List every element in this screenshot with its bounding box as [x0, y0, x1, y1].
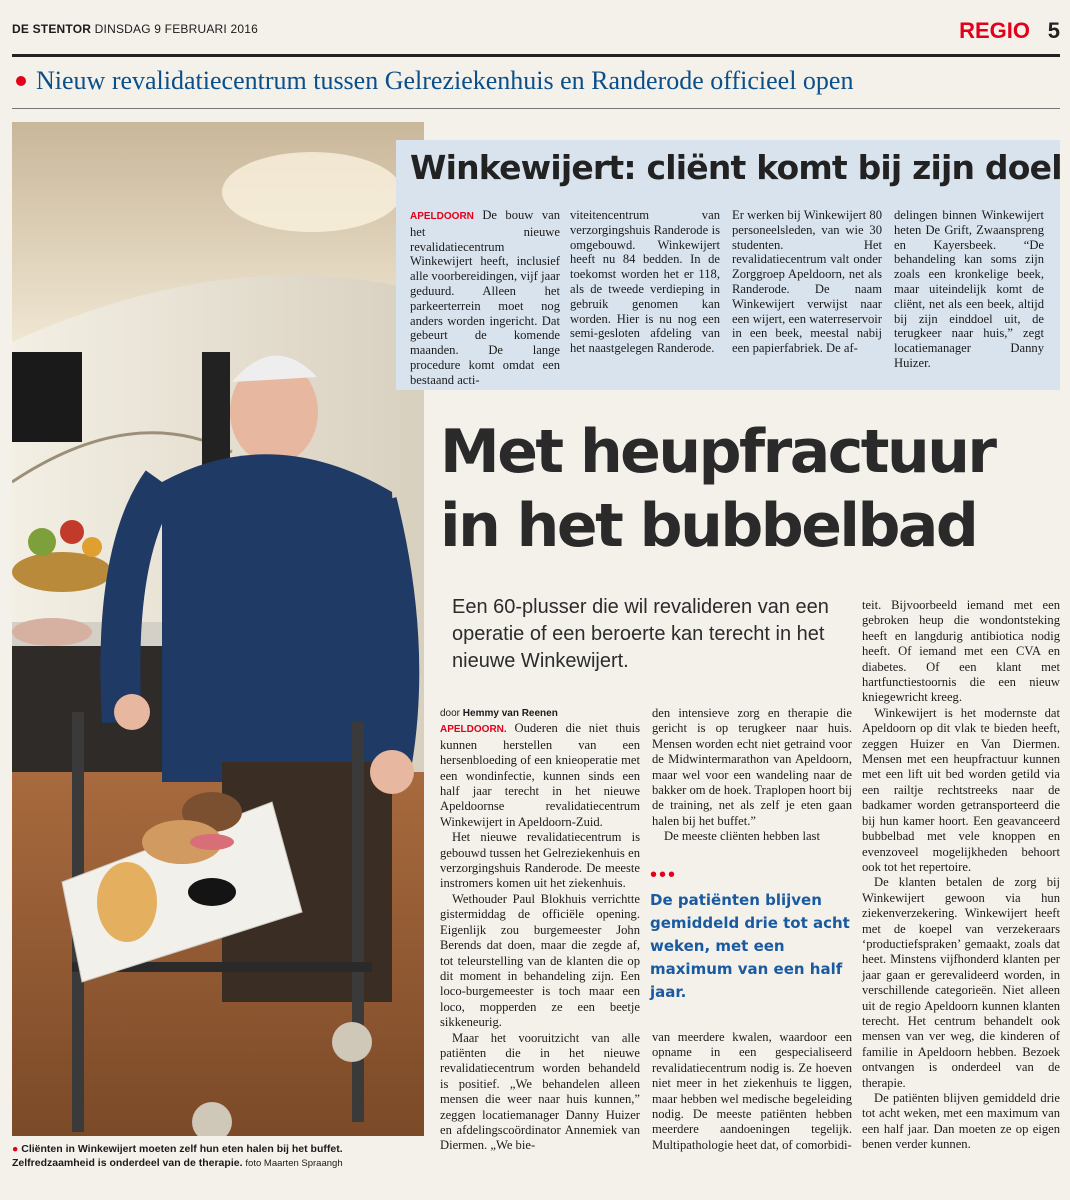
- author-name: Hemmy van Reenen: [462, 708, 558, 719]
- article-column-2-top: [652, 706, 852, 845]
- sidebar-column-3: Er werken bij Winkewijert 80 personeelsleden, van wie 30 studenten. Het revalidatiecentrum valt onder Zorggroep Apeldoorn, net als Randerode. De naam Winkewijert verwijst naar een wijert, een waterreservoir in een beek, meestal nabij een papierfabriek. De af-: [732, 208, 882, 356]
- masthead-paper: DE STENTOR DINSDAG 9 FEBRUARI 2016: [12, 22, 258, 36]
- sidebar-column-4: delingen binnen Winkewijert heten De Grift, Zwaanspreng en Kayersbeek. “De behandeling kan soms zijn zoals een kronkelige beek, maar uiteindelijk komt de cliënt, net als een beek, altijd bij zijn einddoel uit, de terugkeer naar huis,” zegt locatiemanager Danny Huizer.: [894, 208, 1044, 370]
- headline-line-2: in het bubbelbad: [440, 491, 977, 561]
- masthead-date: DINSDAG 9 FEBRUARI 2016: [94, 22, 258, 36]
- byline: door Hemmy van Reenen: [440, 708, 558, 719]
- col2-para-2: De meeste cliënten hebben last: [664, 829, 820, 844]
- headline-divider: [12, 108, 1060, 109]
- sidebar-column-1: [410, 208, 560, 388]
- col1-para-3: Wethouder Paul Blokhuis verrichtte gistermiddag de officiële opening. Eigenlijk zou burgemeester John Berends dat doen, maar die zegde af, tot teleurstelling van de klanten die op dit moment in behandeling zijn. Een loco-burgemeester is toch maar een loco, mopperden ze een beetje sikkeneurig.: [440, 891, 640, 1030]
- sidebar-col1-text: De bouw van het nieuwe revalidatiecentrum Winkewijert heeft, inclusief alle voorbereidingen, vijf jaar geduurd. Alleen het parkeerterrein moet nog anders worden ingericht. Dat gebeurt de komende maanden. De lange procedure komt omdat een bestaand acti-: [410, 208, 560, 387]
- intro-text: Een 60-plusser die wil revalideren van een operatie of een beroerte kan terecht in het nieuwe Winkewijert.: [452, 596, 829, 672]
- col3-para-1: teit. Bijvoorbeeld iemand met een gebroken heup die wondontsteking heeft en langdurig antibiotica nodig heeft. Of iemand met een CVA en diabetes. Of een klant met hartfunctiestoornis die een nieuw kniegewricht kreeg.: [862, 598, 1060, 705]
- headline-line-1: Met heupfractuur: [440, 417, 995, 487]
- photo-credit: foto Maarten Spraangh: [245, 1158, 343, 1169]
- bullet-dot-icon: [16, 76, 26, 86]
- photo-illustration: [12, 122, 424, 1136]
- pull-quote-dots-icon: •••: [650, 864, 678, 886]
- page-number: 5: [1047, 18, 1060, 43]
- sidebar-column-2: viteitencentrum van verzorgingshuis Randerode is omgebouwd. Winkewijert heeft nu 84 bedden. In de toekomst worden het er 118, als de tweede verdieping in gebruik genomen kan worden. Hier is nu nog een semi-gesloten afdeling van het naastgelegen Randerode.: [570, 208, 720, 356]
- col2-para-1: den intensieve zorg en therapie die gericht is op terugkeer naar huis. Mensen worden echt niet getraind voor de Midwintermarathon van Apeldoorn, maar wel voor een wandeling naar de bakker om de hoek. Traplopen hoort bij de training, net als zelf je eten gaan halen bij het buffet.”: [652, 706, 852, 828]
- pull-quote-text: De patiënten blijven gemiddeld drie tot acht weken, met een maximum van een half jaar.: [650, 891, 850, 1001]
- article-column-1: [440, 706, 640, 1154]
- top-headline: [12, 66, 1060, 102]
- col3-para-3: De klanten betalen de zorg bij Winkewijert gewoon via hun ziekenverzekering. Winkewijert heeft met de koepel van verzekeraars ‘productiefspraken’ gemaakt, zoals dat heet. Minstens vijfhonderd klanten per jaar gaan er gerevalideerd worden, in verschillende categorieën. Niet alleen uit de regio Apeldoorn kunnen klanten terecht. Het centrum behandelt ook mensen van ver weg, die kinderen of familie in Apeldoorn hebben. Bezoek ontvangen is onderdeel van de therapie.: [862, 875, 1060, 1090]
- col3-para-4: De patiënten blijven gemiddeld drie tot acht weken, met een maximum van een half jaar. Dan moeten ze op eigen benen verder kunnen.: [862, 1091, 1060, 1152]
- col1-para-1: Ouderen die niet thuis kunnen herstellen van een hersenbloeding of een knieoperatie met een wondinfectie, kunnen sinds een half jaar terecht in het nieuwe Apeldoornse revalidatiecentrum Winkewijert in Apeldoorn-Zuid.: [440, 721, 640, 829]
- masthead-rule: [12, 54, 1060, 57]
- top-headline-text: Nieuw revalidatiecentrum tussen Gelreziekenhuis en Randerode officieel open: [36, 66, 854, 95]
- article-column-2-bottom: [652, 1030, 852, 1153]
- main-headline: [440, 415, 1060, 563]
- caption-text: Cliënten in Winkewijert moeten zelf hun eten halen bij het buffet. Zelfredzaamheid is onderdeel van de therapie.: [12, 1143, 343, 1169]
- photo-caption: [12, 1142, 424, 1171]
- article-column-3: [862, 598, 1060, 1153]
- section-label: REGIO: [959, 18, 1030, 43]
- caption-bullet-icon: ●: [12, 1143, 19, 1155]
- sidebar-dateline: APELDOORN: [410, 211, 474, 222]
- col2-para-3: van meerdere kwalen, waardoor een opname in een gespecialiseerd revalidatiecentrum nodig is. Ze hoeven niet meer in het ziekenhuis te liggen, maar hebben wel medische begeleiding nodig. De meeste patiënten hebben meerdere aandoeningen tegelijk. Multipathologie heet dat, of comorbidi-: [652, 1030, 852, 1152]
- col1-para-2: Het nieuwe revalidatiecentrum is gebouwd tussen het Gelreziekenhuis en verzorgingshuis Randerode. De meeste instromers komen uit het ziekenhuis.: [440, 830, 640, 891]
- article-photo: [12, 122, 424, 1136]
- masthead: [12, 16, 1060, 46]
- pull-quote: [650, 864, 860, 1004]
- col3-para-2: Winkewijert is het modernste dat Apeldoorn op dit vlak te bieden heeft, zeggen Huizer en Van Diermen. Mensen met een heupfractuur kunnen met een lift uit bed worden getild via een railtje rechtstreeks naar de badkamer worden getransporteerd die bij hun kamer hoort. Een geavanceerd bubbelbad met vele knoppen en evenzoveel mogelijkheden behoort ook tot het repertoire.: [862, 705, 1060, 874]
- article-dateline: APELDOORN.: [440, 724, 507, 736]
- col1-para-4: Maar het vooruitzicht van alle patiënten die in het nieuwe revalidatiecentrum worden behandeld is positief. „We behandelen alleen mensen die weer naar huis kunnen,” zeggen locatiemanager Danny Huizer en afdelingscoördinator Annemiek van Diermen. „We bie-: [440, 1030, 640, 1153]
- sidebar-title: Winkewijert: cliënt komt bij zijn doel: [410, 148, 1062, 187]
